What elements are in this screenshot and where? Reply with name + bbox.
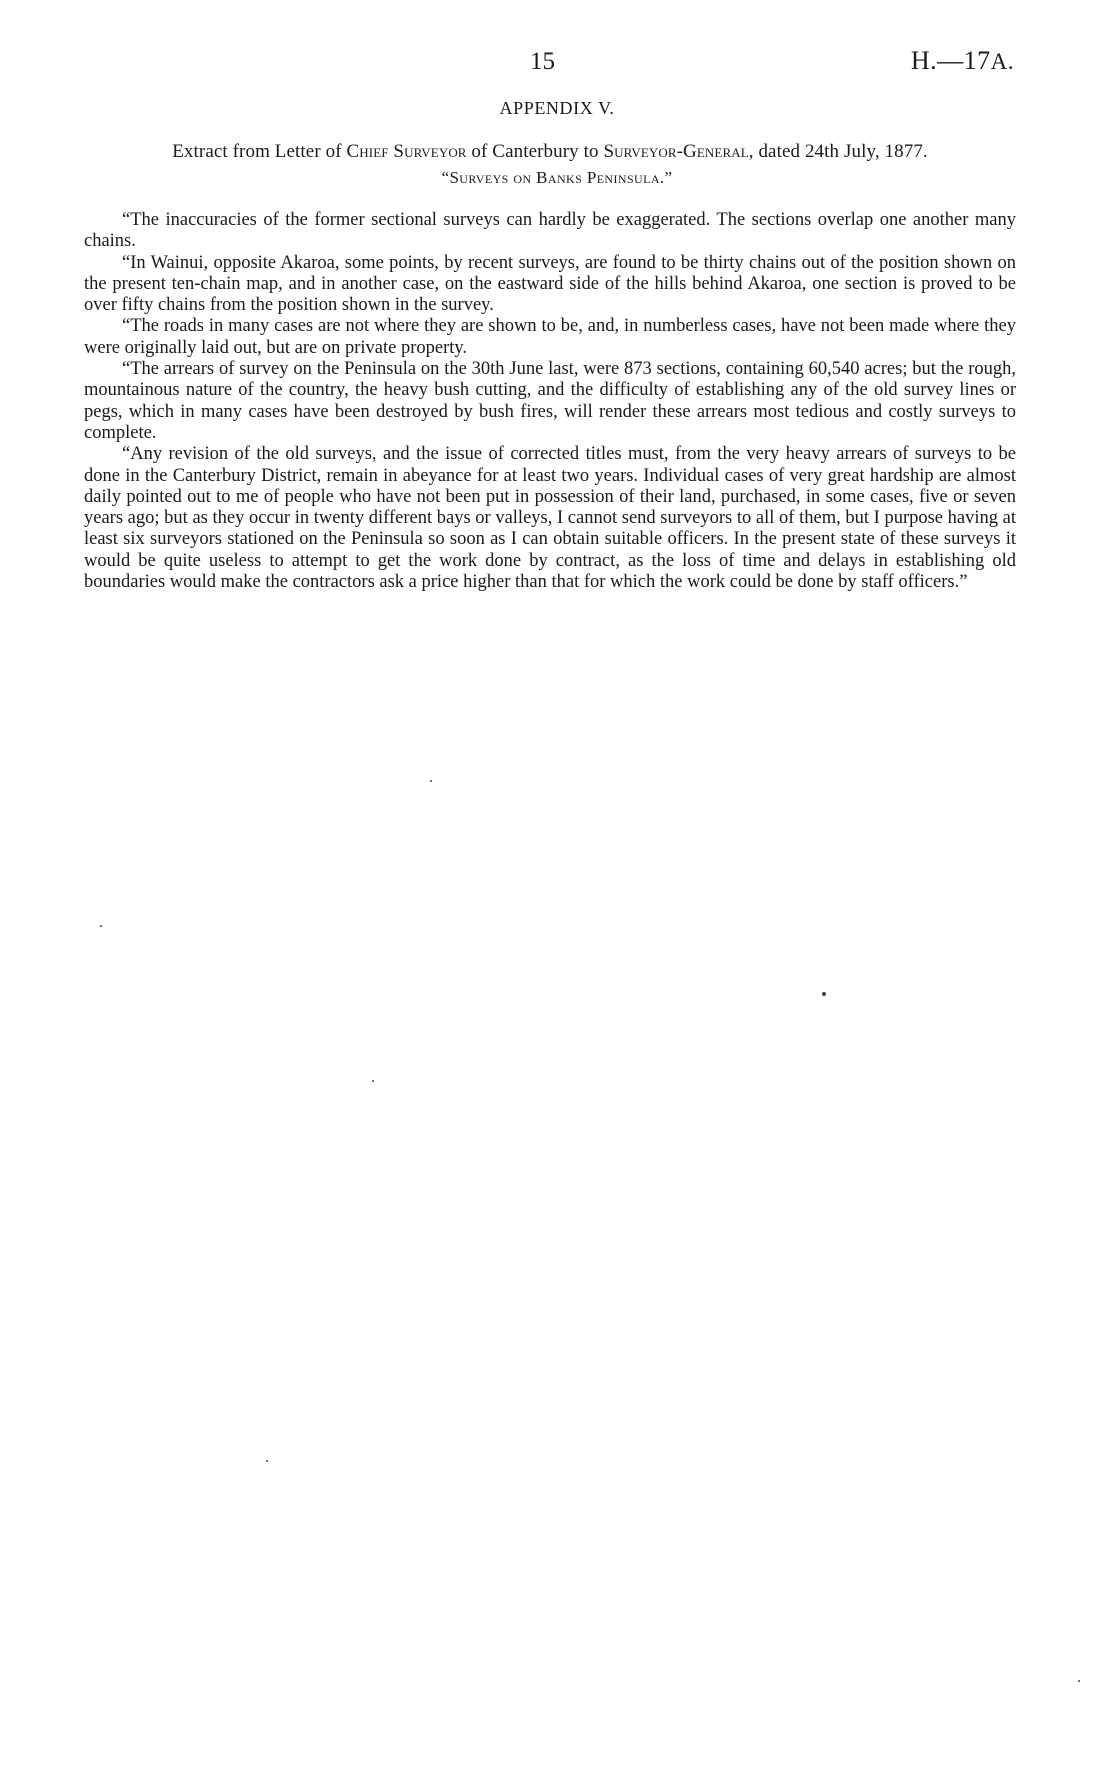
extract-heading-role2: Surveyor-General (603, 141, 749, 162)
paragraph: “The inaccuracies of the former sectional surveys can hardly be exaggerated. The sections overlap one another many chains. (84, 210, 1016, 252)
page-number: 15 (530, 48, 555, 75)
extract-heading-role1: Chief Surveyor (346, 141, 467, 162)
paragraph: “The arrears of survey on the Peninsula on the 30th June last, were 873 sections, containing 60,540 acres; but the rough, mountainous nature of the country, the heavy bush cutting, and the difficulty of establishing any of the old survey lines or pegs, which in many cases have been destroyed by bush fires, will render these arrears most tedious and costly surveys to complete. (84, 359, 1016, 443)
scan-speck (266, 1460, 268, 1462)
document-reference-suffix: A. (990, 49, 1014, 74)
paragraph: “Any revision of the old surveys, and the issue of corrected titles must, from the very heavy arrears of surveys to be done in the Canterbury District, remain in abeyance for at least two years. Individual cases of very great hardship are almost daily pointed out to me of people who have not been put in possession of their land, purchased, in some cases, five or seven years ago; but as they occur in twenty different bays or valleys, I cannot send surveyors to all of them, but I purpose having at least six surveyors stationed on the Peninsula so soon as I can obtain suitable officers. In the present state of these surveys it would be quite useless to attempt to get the work done by contract, as the loss of time and delays in establishing old boundaries would make the contractors ask a price higher than that for which the work could be done by staff officers.” (84, 444, 1016, 593)
document-reference (911, 46, 1014, 76)
scan-speck (822, 992, 826, 996)
appendix-title: APPENDIX V. (499, 98, 615, 118)
scan-speck (430, 780, 432, 782)
scan-speck (1078, 1680, 1080, 1682)
paragraph: “In Wainui, opposite Akaroa, some points, by recent surveys, are found to be thirty chains out of the position shown on the present ten-chain map, and in another case, on the eastward side of the hills behind Akaroa, one section is proved to be over fifty chains from the position shown in the survey. (84, 252, 1016, 316)
extract-heading-part2: of Canterbury to (466, 141, 604, 162)
extract-heading (84, 141, 1016, 163)
body-text (84, 210, 1016, 593)
extract-heading-part1: Extract from Letter of (172, 141, 347, 162)
extract-heading-part3: , dated 24th July, 1877. (748, 141, 928, 162)
document-reference-prefix: H.—17 (910, 46, 991, 75)
paragraph: “The roads in many cases are not where they are shown to be, and, in numberless cases, have not been made where they were originally laid out, but are on private property. (84, 316, 1016, 358)
scan-speck (372, 1080, 374, 1082)
subheading: “Surveys on Banks Peninsula.” (441, 168, 673, 187)
scan-speck (100, 925, 102, 927)
